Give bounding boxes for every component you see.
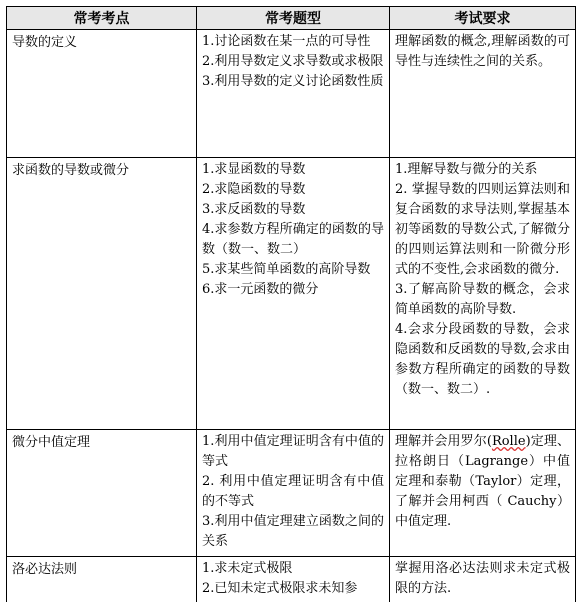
requirement-item: 掌握用洛必达法则求未定式极限的方法. — [395, 561, 570, 596]
requirements-cell — [390, 158, 576, 430]
types-cell — [197, 158, 390, 430]
topic-cell: 微分中值定理 — [7, 430, 197, 557]
type-item: 6.求一元函数的微分 — [202, 282, 319, 297]
requirement-item: 理解函数的概念,理解函数的可导性与连续性之间的关系。 — [395, 34, 570, 69]
table-row — [7, 557, 576, 602]
requirement-text: 理解并会用罗尔( — [395, 434, 492, 449]
topic-cell: 洛必达法则 — [7, 557, 197, 602]
type-item: 3.利用中值定理建立函数之间的关系 — [202, 514, 384, 549]
types-cell — [197, 557, 390, 602]
table-row — [7, 430, 576, 557]
spellcheck-underlined-word: Rolle — [491, 434, 526, 449]
requirement-item: 4.会求分段函数的导数，会求隐函数和反函数的导数,会求由参数方程所确定的函数的导数（数一、数二）. — [395, 322, 570, 397]
exam-points-table — [6, 6, 576, 602]
topic-cell: 导数的定义 — [7, 30, 197, 158]
type-item: 3.求反函数的导数 — [202, 202, 306, 217]
type-item: 3.利用导数的定义讨论函数性质 — [202, 74, 384, 89]
type-item: 1.讨论函数在某一点的可导性 — [202, 34, 371, 49]
table-row — [7, 30, 576, 158]
header-question-types: 常考题型 — [197, 7, 390, 30]
requirements-cell — [390, 430, 576, 557]
requirements-cell — [390, 30, 576, 158]
table-row — [7, 158, 576, 430]
type-item: 2. 利用中值定理证明含有中值的不等式 — [202, 474, 384, 509]
type-item: 1.求显函数的导数 — [202, 162, 306, 177]
types-cell — [197, 30, 390, 158]
requirement-item: 3.了解高阶导数的概念，会求简单函数的高阶导数. — [395, 282, 570, 317]
requirement-item: 1.理解导数与微分的关系 — [395, 162, 538, 177]
type-item: 2.求隐函数的导数 — [202, 182, 306, 197]
requirement-item: 2. 掌握导数的四则运算法则和复合函数的求导法则,掌握基本初等函数的导数公式,了解微分的四则运算法则和一阶微分形式的不变性,会求函数的微分. — [395, 182, 570, 277]
requirement-item — [395, 432, 570, 532]
type-item: 4.求参数方程所确定的函数的导数（数一、数二） — [202, 222, 384, 257]
header-row — [7, 7, 576, 30]
requirement-text: )定理、拉格朗日（Lagrange）中值定理和泰勒（Taylor）定理，了解并会用柯西（ Cauchy）中值定理. — [395, 434, 570, 529]
requirements-cell — [390, 557, 576, 602]
header-topic: 常考考点 — [7, 7, 197, 30]
type-item: 1.利用中值定理证明含有中值的等式 — [202, 434, 384, 469]
topic-cell: 求函数的导数或微分 — [7, 158, 197, 430]
type-item: 2.利用导数定义求导数或求极限 — [202, 54, 384, 69]
type-item: 1.求未定式极限 — [202, 561, 293, 576]
type-item: 2.已知未定式极限求未知参 — [202, 581, 358, 596]
types-cell — [197, 430, 390, 557]
header-requirements: 考试要求 — [390, 7, 576, 30]
type-item: 5.求某些简单函数的高阶导数 — [202, 262, 371, 277]
